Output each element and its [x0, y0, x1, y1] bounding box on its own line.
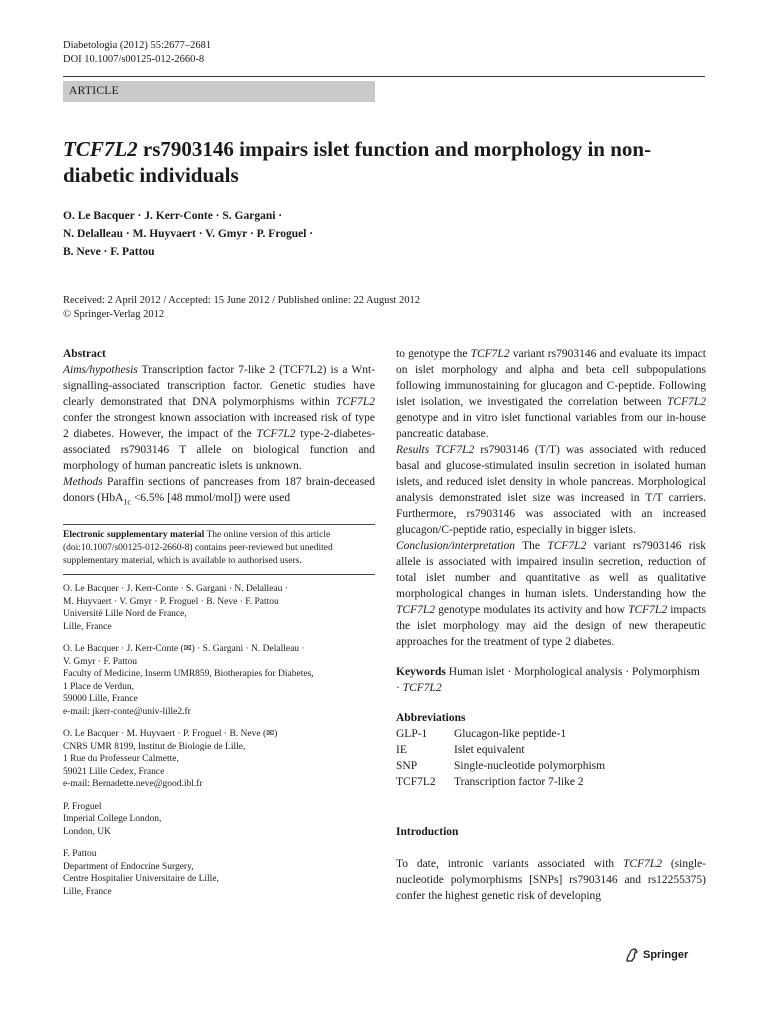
affiliation-block: [63, 848, 375, 898]
concl-text-2: variant rs7903146 risk allele is associated with impaired insulin secretion, reduction of total islet number and quantitative as well as qualitative morphological changes in human islets. Understanding how the: [396, 540, 707, 600]
affiliation-line: Lille, France: [63, 621, 112, 632]
aims-text: Transcription factor 7-like 2 (TCF7L2) is a Wnt-signalling-associated transcription factor. Genetic studies have clearly demonstrated that DNA polymorphisms within: [63, 364, 375, 408]
title-rest: rs7903146 impairs islet function and morphology in non-diabetic individuals: [63, 137, 652, 187]
abbreviation-term: TCF7L2: [396, 776, 436, 788]
abstract-aims: [63, 362, 375, 474]
intro-gene: TCF7L2: [623, 858, 662, 870]
publication-dates: [63, 294, 703, 322]
affiliations: [63, 583, 375, 898]
affiliation-line: Centre Hospitalier Universitaire de Lille,: [63, 874, 219, 885]
results-label: Results: [396, 444, 430, 456]
intro-text-2: (single-nucleotide polymorphisms [SNPs] rs7903146 and rs12255375) confer the highest genetic risk of developing: [396, 858, 706, 902]
affiliation-block: [63, 643, 375, 718]
keywords-text: Human islet · Morphological analysis · Polymorphism ·: [396, 666, 700, 694]
publisher-name: Springer: [643, 949, 689, 961]
abstract-methods: [63, 474, 375, 510]
concl-gene-2: TCF7L2: [396, 604, 435, 616]
author-line-2: N. Delalleau · M. Huyvaert · V. Gmyr · P. Froguel ·: [63, 228, 314, 240]
aims-label: Aims/hypothesis: [63, 364, 138, 376]
concl-text-1: The: [515, 540, 548, 552]
right-text-1: to genotype the: [396, 348, 471, 360]
intro-text-1: To date, intronic variants associated with: [396, 858, 623, 870]
keywords-gene: TCF7L2: [402, 682, 442, 694]
article-title: [63, 136, 703, 188]
affiliation-line: O. Le Bacquer · J. Kerr-Conte (✉) · S. Gargani · N. Delalleau ·: [63, 644, 305, 655]
abbreviation-definition: Single-nucleotide polymorphism: [454, 760, 606, 772]
abbreviation-definition: Islet equivalent: [454, 744, 525, 756]
abbreviation-term: GLP-1: [396, 728, 428, 740]
right-gene-2: TCF7L2: [667, 396, 706, 408]
aims-gene: TCF7L2: [336, 396, 375, 408]
concl-text-4: impacts the islet morphology may aid the design of new therapeutic approaches for the treatment of type 2 diabetes.: [396, 604, 706, 648]
doi-line: DOI 10.1007/s00125-012-2660-8: [63, 54, 205, 65]
left-column: [63, 346, 375, 898]
section-label: ARTICLE: [63, 81, 375, 102]
affiliation-line: London, UK: [63, 826, 112, 837]
aims-gene-2: TCF7L2: [256, 428, 296, 440]
springer-horse-icon: [624, 947, 640, 963]
affiliation-block: [63, 801, 375, 839]
abbreviation-term: IE: [396, 744, 407, 756]
abbreviation-row: [396, 774, 706, 790]
affiliation-line: Lille, France: [63, 886, 112, 897]
affiliation-line: e-mail: jkerr-conte@univ-lille2.fr: [63, 706, 191, 717]
esm-text: The online version of this article (doi:10.1007/s00125-012-2660-8) contains peer-reviewed but unedited supplementary material, which is available to authorised users.: [63, 530, 333, 567]
concl-gene-3: TCF7L2: [628, 604, 668, 616]
aims-text-3: type-2-diabetes-associated rs7903146 T allele on biological function and morphology of human pancreatic islets is unknown.: [63, 428, 376, 472]
abbreviations-heading: Abbreviations: [396, 712, 466, 724]
affiliation-line: Department of Endocrine Surgery,: [63, 861, 194, 872]
right-column: [396, 346, 706, 904]
affiliation-line: F. Pattou: [63, 849, 97, 860]
affiliation-line: V. Gmyr · F. Pattou: [63, 656, 138, 667]
affiliation-line: 59000 Lille, France: [63, 694, 138, 705]
abstract-heading: Abstract: [63, 348, 106, 360]
affiliation-block: [63, 583, 375, 633]
copyright-line: © Springer-Verlag 2012: [63, 309, 165, 320]
affiliation-line: P. Froguel: [63, 801, 102, 812]
abbreviation-row: [396, 726, 706, 742]
esm-note: [63, 529, 375, 568]
conclusion-label: Conclusion/interpretation: [396, 540, 516, 552]
esm-label: Electronic supplementary material: [63, 530, 205, 541]
concl-gene-1: TCF7L2: [547, 540, 587, 552]
abstract-methods-continued: [396, 346, 706, 442]
affiliation-line: Faculty of Medicine, Inserm UMR859, Biotherapies for Diabetes,: [63, 669, 314, 680]
methods-text-2: <6.5% [48 mmol/mol]) were used: [130, 492, 291, 504]
introduction-paragraph: [396, 856, 706, 904]
affiliation-line: 1 Rue du Professeur Calmette,: [63, 754, 179, 765]
methods-text: Paraffin sections of pancreases from 187 brain-deceased donors (HbA: [63, 476, 375, 504]
abstract-results: [396, 442, 706, 538]
abbreviation-term: SNP: [396, 760, 418, 772]
journal-line: Diabetologia (2012) 55:2677–2681: [63, 40, 212, 51]
abbreviations-list: [396, 726, 706, 790]
affiliation-line: O. Le Bacquer · J. Kerr-Conte · S. Gargani · N. Delalleau ·: [63, 584, 288, 595]
hba1c-subscript: 1c: [123, 497, 131, 507]
abbreviation-row: [396, 758, 706, 774]
keywords: [396, 664, 706, 696]
abbreviation-row: [396, 742, 706, 758]
results-text: rs7903146 (T/T) was associated with reduced basal and glucose-stimulated insulin secretion in isolated human islets, and reduced islet density in whole pancreas. Morphological analysis demonstrated islet size was increased in T/T carriers. Furthermore, rs7903146 was associated with an increased glucagon/C-peptide ratio, especially in bigger islets.: [396, 444, 706, 536]
title-gene: TCF7L2: [63, 137, 138, 161]
author-line-3: B. Neve · F. Pattou: [63, 246, 155, 258]
journal-reference: [63, 39, 211, 67]
affiliation-line: Imperial College London,: [63, 814, 162, 825]
publisher-logo: [624, 947, 688, 963]
right-text-3: genotype and in vitro islet functional variables from our in-house pancreatic database.: [396, 412, 706, 440]
affiliation-line: 1 Place de Verdun,: [63, 681, 135, 692]
right-gene-1: TCF7L2: [470, 348, 510, 360]
right-text-2: variant rs7903146 and evaluate its impact on islet morphology and alpha and beta cell subpopulations following immunostaining for glucagon and C-peptide. Following islet isolation, we investigated the correlation between: [396, 348, 706, 408]
esm-rule-bottom: [63, 574, 375, 575]
affiliation-line: e-mail: Bernadette.neve@good.ibl.fr: [63, 779, 203, 790]
abstract-conclusion: [396, 538, 706, 650]
top-rule: [63, 76, 705, 77]
affiliation-line: M. Huyvaert · V. Gmyr · P. Froguel · B. Neve · F. Pattou: [63, 596, 279, 607]
affiliation-line: Université Lille Nord de France,: [63, 609, 187, 620]
affiliation-line: O. Le Bacquer · M. Huyvaert · P. Froguel · B. Neve (✉): [63, 729, 278, 740]
introduction-heading: Introduction: [396, 826, 459, 838]
author-line-1: O. Le Bacquer · J. Kerr-Conte · S. Gargani ·: [63, 210, 283, 222]
keywords-label: Keywords: [396, 666, 446, 678]
esm-rule: [63, 524, 375, 525]
results-gene: TCF7L2: [435, 444, 475, 456]
abbreviation-definition: Glucagon-like peptide-1: [454, 728, 567, 740]
methods-label: Methods: [63, 476, 103, 488]
concl-text-3: genotype modulates its activity and how: [435, 604, 629, 616]
aims-text-2: confer the strongest known association with increased risk of type 2 diabetes. However, the impact of the: [63, 412, 375, 440]
affiliation-block: [63, 728, 375, 791]
abbreviation-definition: Transcription factor 7-like 2: [454, 776, 584, 788]
author-list: [63, 207, 663, 261]
affiliation-line: CNRS UMR 8199, Institut de Biologie de Lille,: [63, 741, 246, 752]
dates-line: Received: 2 April 2012 / Accepted: 15 June 2012 / Published online: 22 August 2012: [63, 295, 420, 306]
affiliation-line: 59021 Lille Cedex, France: [63, 766, 165, 777]
